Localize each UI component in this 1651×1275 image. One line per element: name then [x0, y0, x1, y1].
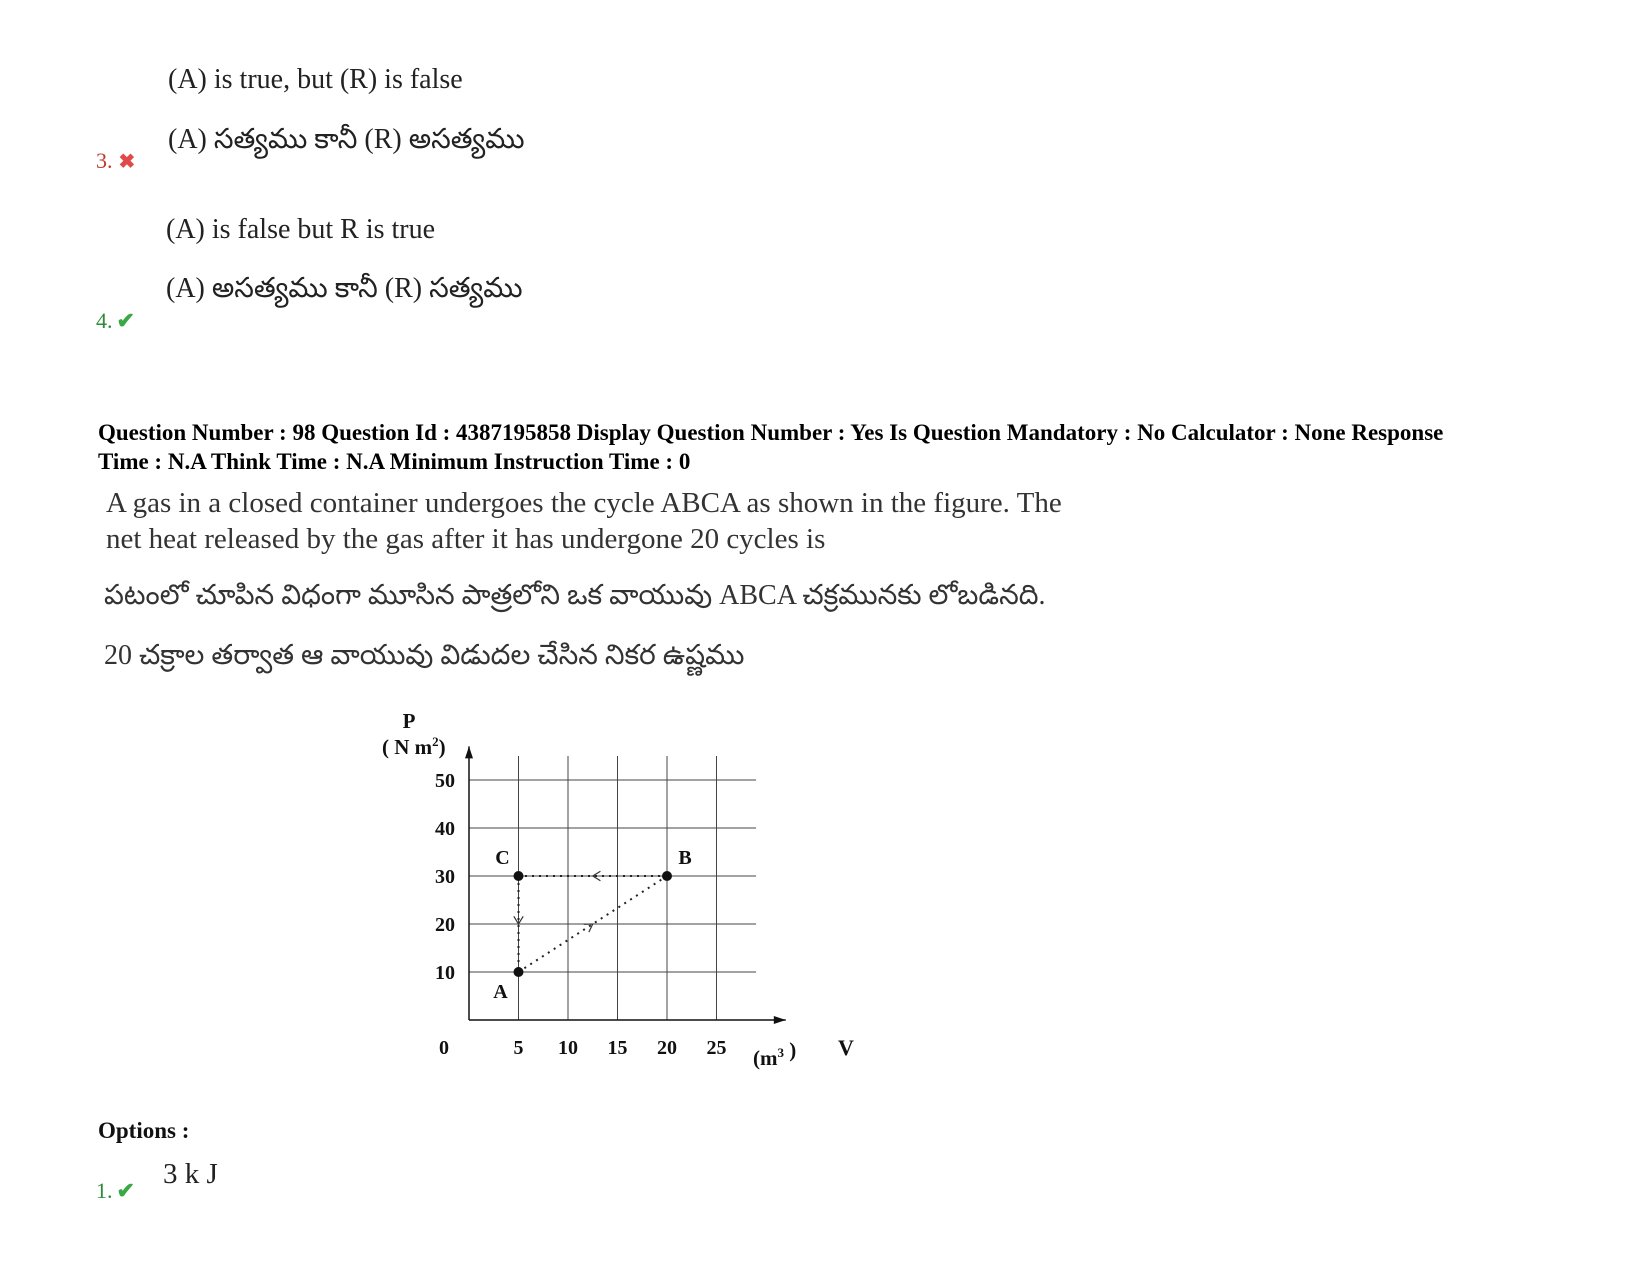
- x-tick-label: 0: [439, 1037, 449, 1059]
- question-meta: [98, 418, 1578, 476]
- x-tick-label: 15: [607, 1037, 628, 1059]
- y-tick-label: 10: [435, 962, 455, 984]
- question-meta-line1: Question Number : 98 Question Id : 4387195858 Display Question Number : Yes Is Question Mandatory : No Calculator : None Response: [98, 420, 1444, 445]
- y-tick-label: 50: [435, 770, 455, 792]
- option-4-telugu: (A) అసత్యము కానీ (R) సత్యము: [166, 273, 523, 304]
- x-axis-unit: ($m^3$ ): [753, 1038, 797, 1070]
- y-axis-arrow: [465, 746, 473, 758]
- pv-diagram: [360, 700, 880, 1080]
- check-icon: ✔: [116, 308, 135, 333]
- option-3-telugu: (A) సత్యము కానీ (R) అసత్యము: [168, 124, 525, 155]
- y-tick-label: 20: [435, 914, 455, 936]
- point-a: [514, 967, 524, 977]
- question-meta-line2: Time : N.A Think Time : N.A Minimum Instruction Time : 0: [98, 449, 691, 474]
- option-4-english: (A) is false but R is true: [166, 214, 436, 245]
- x-axis-arrow: [774, 1016, 786, 1024]
- x-tick-label: 25: [706, 1037, 727, 1059]
- option-3-english: (A) is true, but (R) is false: [168, 64, 463, 95]
- question-telugu-line2: 20 చక్రాల తర్వాత ఆ వాయువు విడుదల చేసిన నికర ఉష్ణము: [104, 640, 745, 671]
- option-4-marker: [96, 308, 135, 334]
- x-tick-label: 10: [558, 1037, 578, 1059]
- y-axis-unit: ( N $m^2$): [382, 734, 446, 759]
- x-tick-label: 5: [513, 1037, 524, 1059]
- point-b: [662, 871, 672, 881]
- y-tick-label: 30: [435, 866, 455, 888]
- point-label: C: [495, 847, 510, 869]
- x-tick-label: 20: [657, 1037, 677, 1059]
- point-c: [514, 871, 524, 881]
- option-3-marker: [96, 148, 135, 174]
- option-number: 3.: [96, 148, 113, 173]
- cross-icon: ✖: [118, 151, 136, 173]
- option-number: 4.: [96, 308, 113, 333]
- question-english-line1: A gas in a closed container undergoes the cycle ABCA as shown in the figure. The: [106, 487, 1062, 519]
- y-axis-symbol: P: [402, 709, 416, 733]
- option-1-text: 3 k J: [163, 1158, 218, 1190]
- question-telugu-line1: పటంలో చూపిన విధంగా మూసిన పాత్రలోని ఒక వాయువు ABCA చక్రమునకు లోబడినది.: [104, 580, 1046, 611]
- point-label: A: [493, 981, 508, 1003]
- option-number: 1.: [96, 1178, 113, 1203]
- check-icon: ✔: [116, 1178, 135, 1203]
- options-label: Options :: [98, 1118, 190, 1143]
- y-tick-label: 40: [435, 818, 455, 840]
- point-label: B: [678, 847, 692, 869]
- x-axis-symbol: V: [838, 1035, 854, 1060]
- direction-arrow: [584, 924, 593, 932]
- question-english-line2: net heat released by the gas after it has undergone 20 cycles is: [106, 523, 826, 555]
- option-1-marker: [96, 1178, 135, 1204]
